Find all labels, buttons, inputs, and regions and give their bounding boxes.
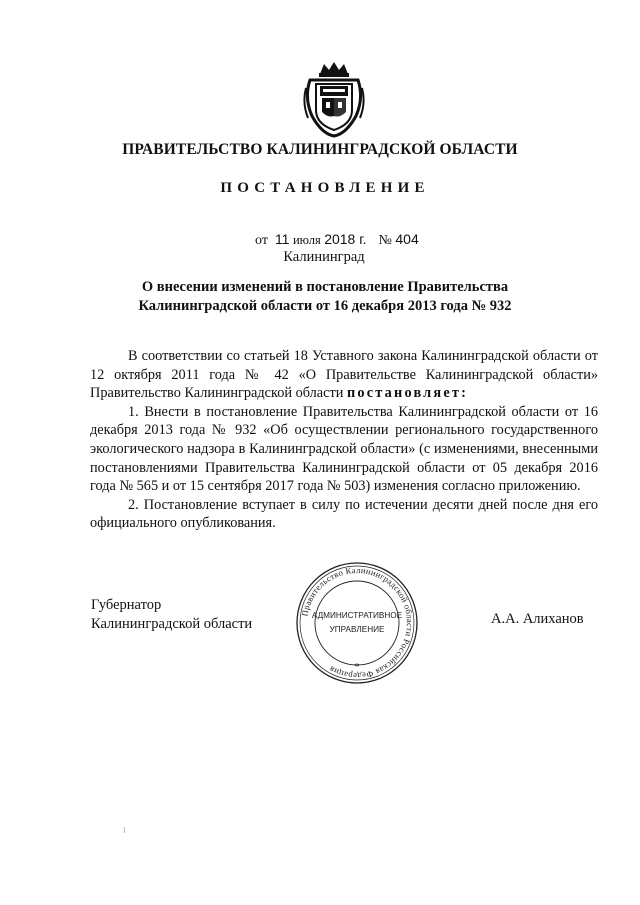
official-seal-icon [294, 560, 420, 686]
signatory-title-line: Губернатор [91, 597, 162, 613]
item-1-paragraph: 1. Внести в постановление Правительства Калининградской области от 16 декабря 2013 года № 932 «Об осуществлении регионального государственного экологического надзора в Калининградской области» (с изменениями, внесенными постановлениями Правительства Калининградской области от 05 декабря 2016 года № 565 и от 15 сентября 2017 года № 503) изменения согласно приложению. [90, 403, 598, 495]
signatory-title-line: Калининградской области [91, 615, 253, 632]
document-type: ПОСТАНОВЛЕНИЕ [220, 180, 430, 196]
preamble-text: В соответствии со статьей 18 Уставного закона Калининградской области от 12 октября 2011 года № 42 «О Правительстве Калининградской области» Правительство Калининградской области [90, 348, 598, 402]
date-year: 2018 г. [324, 231, 367, 247]
preamble-paragraph [90, 347, 598, 403]
document-subject [100, 278, 550, 316]
date-number-line [255, 231, 419, 249]
signatory-name: А.А. Алиханов [491, 611, 584, 627]
seal-center-line: УПРАВЛЕНИЕ [329, 625, 385, 634]
subject-line: О внесении изменений в постановление Правительства [141, 279, 509, 295]
issuing-authority: ПРАВИТЕЛЬСТВО КАЛИНИНГРАДСКОЙ ОБЛАСТИ [122, 141, 518, 158]
city-name: Калининград [283, 249, 365, 265]
seal-center-line: АДМИНИСТРАТИВНОЕ [311, 611, 403, 620]
document-body [90, 347, 598, 533]
scan-mark [124, 827, 125, 833]
date-month: июля [292, 233, 321, 247]
date-prefix: от [255, 233, 268, 248]
coat-of-arms-icon [302, 58, 366, 138]
signatory-title [91, 596, 252, 633]
seal-star: * [354, 662, 360, 673]
seal-ring-text: Правительство Калининградской области Российская Федерация [299, 564, 416, 682]
subject-line: Калининградской области от 16 декабря 2013 года № 932 [138, 298, 512, 314]
date-day: 11 [274, 231, 290, 247]
item-2-paragraph: 2. Постановление вступает в силу по истечении десяти дней после дня его официального опубликования. [90, 496, 598, 532]
decrees-word: постановляет: [346, 385, 469, 402]
number-sign: № [378, 233, 392, 248]
document-number: 404 [395, 231, 419, 247]
